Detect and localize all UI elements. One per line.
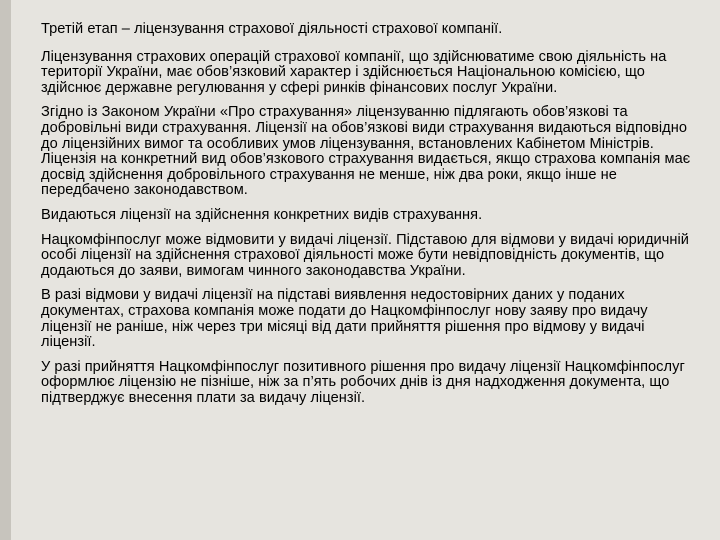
accent-bar [0,0,11,540]
paragraph-law-on-insurance: Згідно із Законом України «Про страхування» ліцензуванню підлягають обов’язкові та добровільні види страхування. Ліцензії на обов’язкові види страхування видаються відповідно до ліцензійних вимог та особливих умов ліцензування, встановлених Кабінетом Міністрів. Ліцензія на конкретний вид обов’язкового страхування видається, якщо страхова компанія має досвід здійснення добровільного страхування не менше, ніж два роки, якщо інше не передбачено законодавством. [41,104,691,199]
paragraph-licensing-overview: Ліцензування страхових операцій страхової компанії, що здійснюватиме свою діяльність на території України, має обов’язковий характер і здійснюється Національною комісією, що здійснює державне регулювання у сфері ринків фінансових послуг України. [41,48,667,96]
paragraph-refusal-reapplication: В разі відмови у видачі ліцензії на підставі виявлення недостовірних даних у поданих документах, страхова компанія може подати до Нацкомфінпослуг нову заяву про видачу ліцензії не раніше, ніж через три місяці від дати прийняття рішення про відмову у видачі ліцензії. [41,287,648,351]
paragraph-positive-decision: У разі прийняття Нацкомфінпослуг позитивного рішення про видачу ліцензії Нацкомфінпослуг оформлює ліцензію не пізніше, ніж за п’ять робочих днів із дня надходження документа, що підтверджує внесення плати за видачу ліцензії. [41,358,685,406]
paragraph-refusal-grounds: Нацкомфінпослуг може відмовити у видачі ліцензії. Підставою для відмови у видачі юридичній особі ліцензії на здійснення страхової діяльності може бути невідповідність документів, що додаються до заяви, вимогам чинного законодавства України. [41,231,689,279]
paragraph-stage-heading: Третій етап – ліцензування страхової діяльності страхової компанії. [41,21,503,37]
paragraph-licenses-issued: Видаються ліцензії на здійснення конкретних видів страхування. [41,206,483,223]
slide-body [41,22,701,415]
